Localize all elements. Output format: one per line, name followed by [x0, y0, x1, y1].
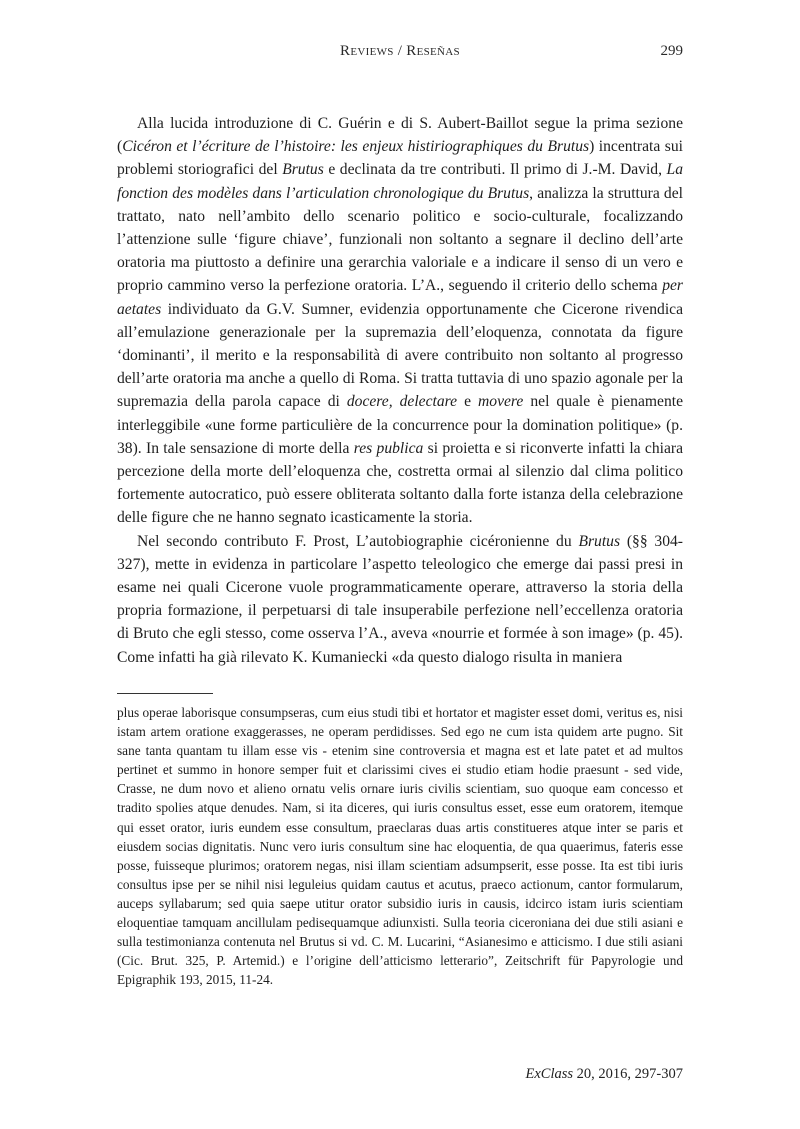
italic-text: Cicéron et l’écriture de l’histoire: les enjeux histiriographiques du Brutus: [122, 138, 590, 156]
text-run: Nel secondo contributo F. Prost, L’autobiographie cicéronienne du: [137, 532, 579, 550]
text-run: si vd. C. M. Lucarini, “Asianesimo e atticismo. I due stili asiani (Cic. Brut. 325, P. Artemid.) e l’origine dell’atticismo letterario”,: [117, 934, 683, 969]
italic-text: Brutus: [578, 532, 621, 550]
italic-text: per aetates: [117, 277, 683, 318]
text-run: ) incentrata sui problemi storiografici del: [117, 138, 683, 179]
page-footer: [526, 1066, 684, 1083]
text-run: nel quale è pienamente interleggibile «une forme particulière de la concurrence pour la domination politique» (p. 38). In tale sensazione di morte della: [117, 393, 684, 457]
text-run: 193, 2015, 11-24.: [176, 972, 274, 988]
italic-text: docere, delectare: [346, 393, 458, 411]
paragraph: [117, 112, 683, 530]
footnote-separator: [117, 693, 213, 694]
citation: 20, 2016, 297-307: [573, 1066, 683, 1082]
page-number: 299: [660, 43, 683, 59]
italic-text: Brutus: [299, 934, 335, 950]
italic-text: Brutus: [282, 161, 324, 179]
footnote: [117, 703, 683, 989]
text-run: , analizza la struttura del trattato, nato nell’ambito dello scenario politico e socio-culturale, focalizzando l’attenzione sulle ‘figure chiave’, funzionali non soltanto a segnare il declino dell’arte oratoria ma piuttosto a definire una gerarchia valoriale e a indicare il senso di un vero e proprio cammino verso la perfezione oratoria. L’A., seguendo il criterio dello schema: [117, 184, 683, 295]
text-run: e declinata da tre contributi. Il primo di J.-M. David,: [323, 161, 667, 179]
text-run: individuato da G.V. Sumner, evidenzia opportunamente che Cicerone rivendica all’emulazione generazionale per la supremazia dell’eloquenza, connotata da figure ‘dominanti’, il merito e la responsabilità di avere contribuito non soltanto al progresso dell’arte oratoria ma anche a quello di Roma. Si tratta tuttavia di uno spazio agonale per la supremazia della parola capace di: [117, 300, 683, 411]
main-text: [117, 112, 683, 669]
text-run: si proietta e si riconverte infatti la chiara percezione della morte dell’eloquenza che, costretta ormai al silenzio dal clima politico fortemente autocratico, può essere obliterata soltanto dalla forte istanza della celebrazione delle figure che ne hanno segnato icasticamente la storia.: [117, 439, 683, 527]
italic-text: movere: [478, 393, 524, 411]
text-run: e: [457, 393, 479, 411]
journal-name: ExClass: [525, 1066, 574, 1082]
italic-text: plus operae laborisque consumpseras, cum eius studi tibi et hortator et magister esset domi, veritus es, nisi istam artem oratione exaggerasses, ne operam perdidisses. Sed ego ne cum ista quidem arte pugno. Sit sane tanta quantam tu illam esse vis - etenim sine controversia et magna est et late patet et ad multos pertinet et summo in honore semper fuit et clarissimi cives ei studio etiam hodie praesunt - sed vide, Crasse, ne dum novo et alieno ornatu velis ornare iuris civilis scientiam, suo quoque eam concesso et tradito spolies atque denudes. Nam, si ita diceres, qui iuris consultus esset, esse eum oratorem, itemque qui esset orator, iuris eundem esse consultum, praeclaras duas artis constitueres atque inter se paris et eiusdem socias dignitatis. Nunc vero iuris consultum sine hac eloquentia, de qua quaerimus, fateris esse posse, fuisseque plurimos; oratorem negas, nisi illam scientiam adsumpserit, esse posse. Ita est tibi iuris consultus ipse per se nihil nisi leguleius quidam cautus et acutus, praeco actionum, cantor formularum, auceps syllabarum; sed quia saepe utitur orator subsidio iuris in causis, idcirco istam iuris scientiam eloquentiae tamquam ancillulam pedisequamque adiunxisti.: [117, 705, 683, 931]
page-header: [117, 43, 683, 67]
italic-text: La fonction des modèles dans l’articulation chronologique du Brutus: [117, 161, 683, 202]
text-run: Sulla teoria ciceroniana dei due stili asiani e sulla testimonianza contenuta nel: [117, 915, 684, 950]
footnote-text: [117, 703, 683, 989]
text-run: Alla lucida introduzione di C. Guérin e di S. Aubert-Baillot segue la prima sezione (: [117, 115, 683, 156]
italic-text: res publica: [353, 439, 424, 457]
italic-text: Zeitschrift für Papyrologie und Epigraphik: [117, 953, 683, 988]
paragraph: [117, 530, 683, 669]
running-title: Reviews / Reseñas: [340, 43, 460, 59]
text-run: (§§ 304-327), mette in evidenza in particolare l’aspetto teleologico che emerge dai passi presi in esame nei quali Cicerone vuole programmaticamente operare, attraverso la storia della propria formazione, il perpetuarsi di tale insuperabile perfezione nell’eccellenza oratoria di Bruto che egli stesso, come osserva l’A., aveva «nourrie et formée à son image» (p. 45). Come infatti ha già rilevato K. Kumaniecki «da questo dialogo risulta in maniera: [117, 532, 683, 666]
